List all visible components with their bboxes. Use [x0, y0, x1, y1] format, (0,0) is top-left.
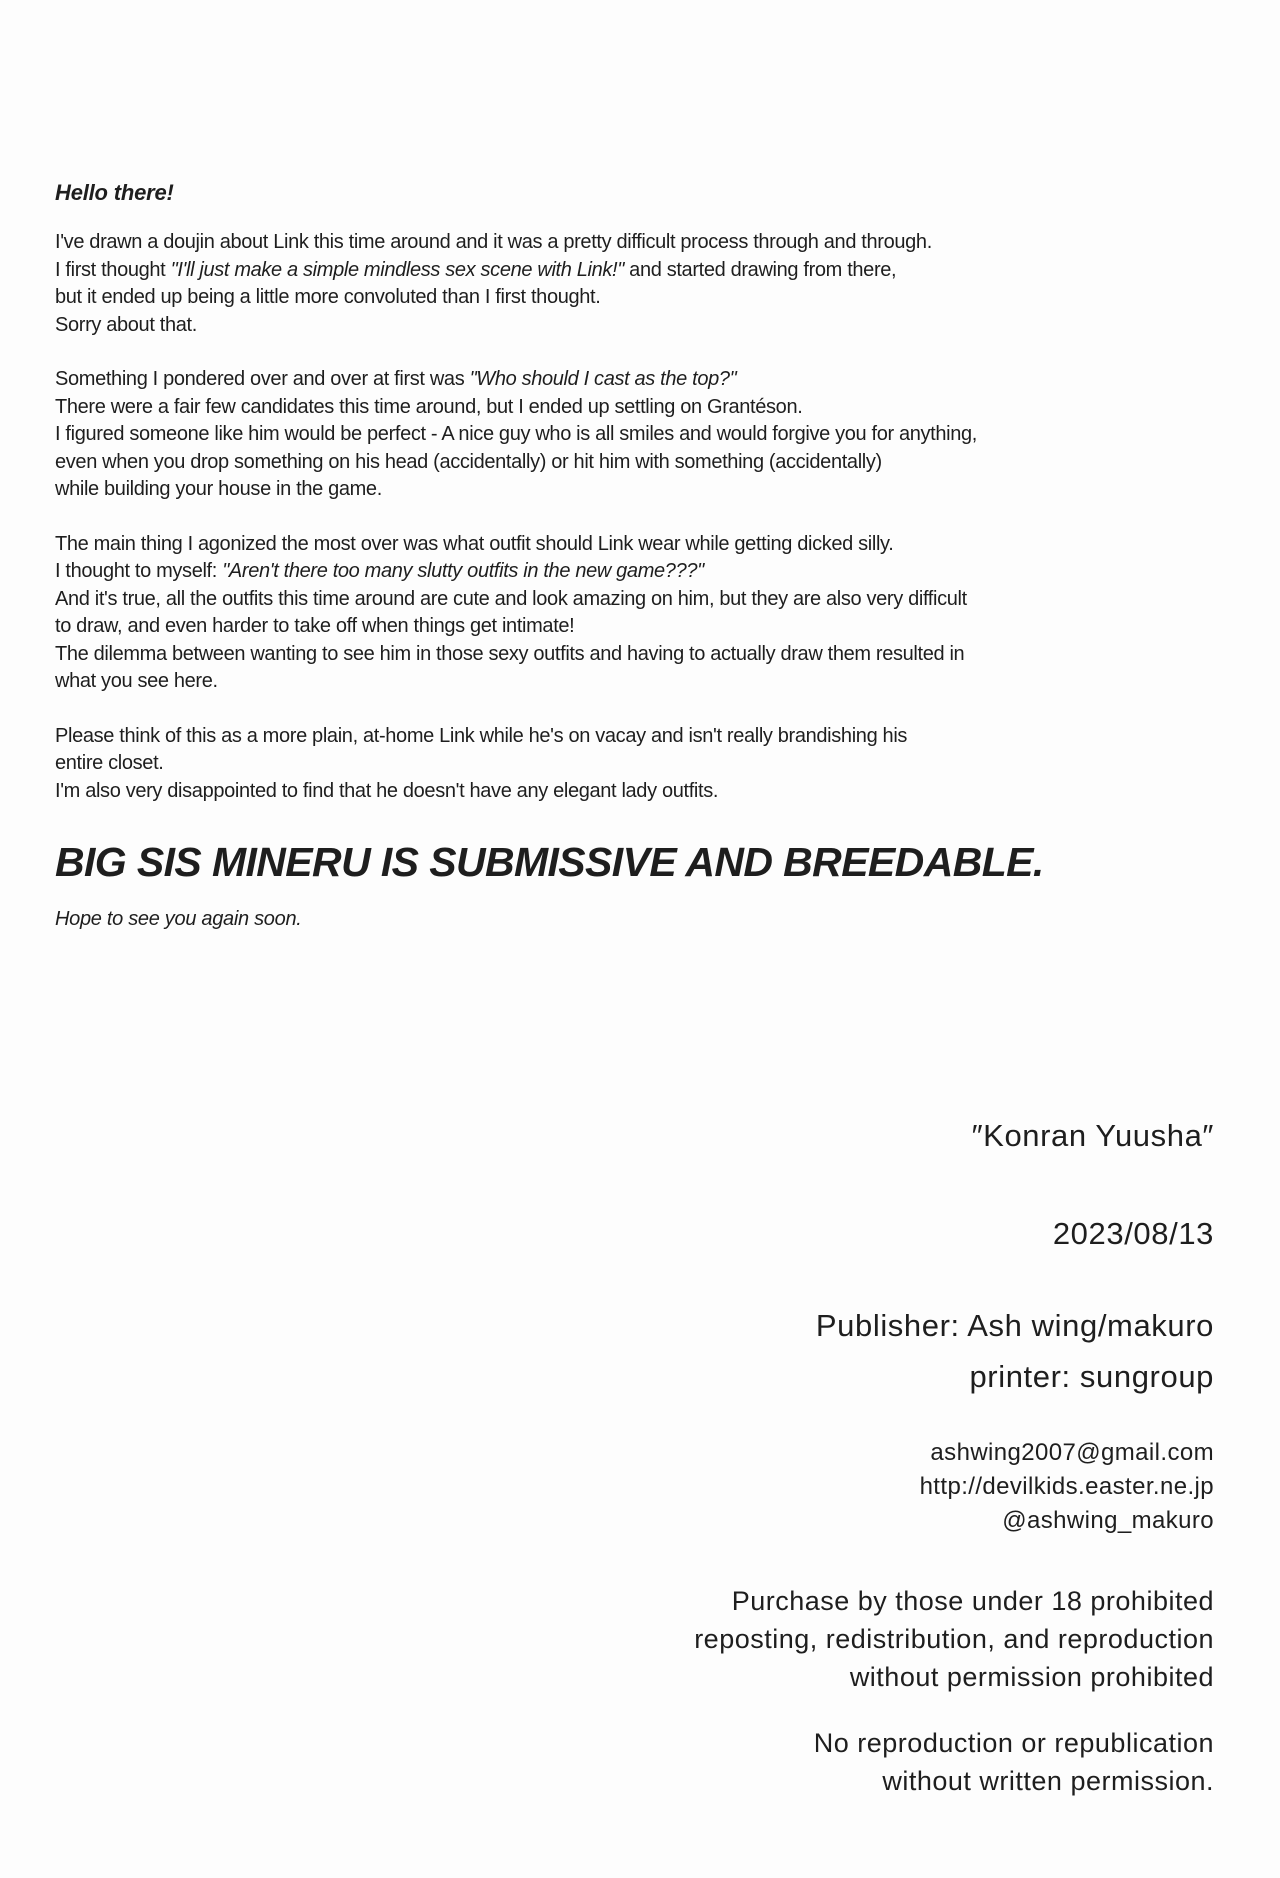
- publication-date: 2023/08/13: [1052, 1216, 1214, 1251]
- text-line: [55, 257, 1205, 285]
- text-run: There were a fair few candidates this time around, but I ended up settling on Grantéson.: [55, 395, 803, 418]
- quoted-italic-run: "Who should I cast as the top?": [469, 368, 737, 390]
- text-line: [55, 750, 1205, 778]
- closing-line: Hope to see you again soon.: [55, 908, 302, 930]
- text-run: Something I pondered over and over at first was: [55, 368, 470, 390]
- text-run: even when you drop something on his head (accidentally) or hit him with something (accidentally): [55, 450, 882, 473]
- text-line: [55, 641, 1205, 669]
- text-line: [55, 586, 1205, 614]
- text-run: I first thought: [55, 258, 171, 281]
- text-line: [55, 778, 1205, 806]
- purchase-notice: [694, 1582, 1214, 1696]
- artist-name: ″Konran Yuusha″: [971, 1118, 1214, 1153]
- text-run: I'm also very disappointed to find that he doesn't have any elegant lady outfits.: [55, 779, 719, 802]
- paragraph: [55, 366, 1205, 504]
- afterword-text-block: [55, 180, 1205, 931]
- text-line: [55, 558, 1205, 586]
- printer-line: printer: sungroup: [969, 1359, 1214, 1394]
- contact-line: ashwing2007@gmail.com: [930, 1439, 1214, 1466]
- text-run: what you see here.: [55, 670, 218, 692]
- text-run: I've drawn a doujin about Link this time around and it was a pretty difficult process through and through.: [55, 231, 932, 253]
- purchase-notice-line: reposting, redistribution, and reproduction: [694, 1624, 1214, 1654]
- text-run: Sorry about that.: [55, 313, 197, 336]
- purchase-notice-line: without permission prohibited: [849, 1662, 1214, 1692]
- paragraph: [55, 723, 1205, 806]
- reproduction-notice-line: without written permission.: [882, 1766, 1214, 1796]
- text-line: [55, 668, 1205, 696]
- text-line: [55, 366, 1205, 394]
- greeting-heading: Hello there!: [55, 180, 174, 205]
- text-run: and started drawing from there,: [623, 258, 897, 281]
- text-line: [55, 531, 1205, 559]
- text-line: [55, 613, 1205, 641]
- text-run: Please think of this as a more plain, at-home Link while he's on vacay and isn't really brandishing his: [55, 724, 908, 747]
- paragraph: [55, 531, 1205, 696]
- text-run: I thought to myself:: [55, 560, 223, 582]
- text-run: entire closet.: [55, 752, 164, 774]
- text-line: [55, 229, 1205, 257]
- text-line: [55, 394, 1205, 422]
- big-statement: BIG SIS MINERU IS SUBMISSIVE AND BREEDABLE.: [55, 839, 1044, 885]
- text-run: but it ended up being a little more convoluted than I first thought.: [55, 286, 601, 308]
- quoted-italic-run: "Aren't there too many slutty outfits in the new game???": [222, 560, 704, 582]
- text-line: [55, 312, 1205, 340]
- reproduction-notice: [814, 1724, 1214, 1800]
- text-run: I figured someone like him would be perfect - A nice guy who is all smiles and would forgive you for anything,: [55, 423, 978, 445]
- purchase-notice-line: Purchase by those under 18 prohibited: [731, 1586, 1214, 1616]
- text-run: The main thing I agonized the most over was what outfit should Link wear while getting dicked silly.: [55, 532, 894, 555]
- text-line: [55, 476, 1205, 504]
- contact-line: @ashwing_makuro: [1002, 1507, 1214, 1534]
- text-line: [55, 421, 1205, 449]
- publisher-printer-block: [816, 1300, 1214, 1402]
- reproduction-notice-line: No reproduction or republication: [813, 1728, 1214, 1758]
- text-run: while building your house in the game.: [55, 478, 382, 500]
- text-line: [55, 723, 1205, 751]
- afterword-paragraphs: [55, 229, 1205, 805]
- text-line: [55, 449, 1205, 477]
- paragraph: [55, 229, 1205, 339]
- text-run: And it's true, all the outfits this time around are cute and look amazing on him, but they are also very difficult: [55, 587, 967, 610]
- text-line: [55, 284, 1205, 312]
- text-run: to draw, and even harder to take off when things get intimate!: [55, 615, 575, 637]
- contact-line: http://devilkids.easter.ne.jp: [919, 1473, 1214, 1500]
- publisher-line: Publisher: Ash wing/makuro: [815, 1308, 1214, 1343]
- quoted-italic-run: "I'll just make a simple mindless sex scene with Link!": [170, 258, 624, 281]
- text-run: The dilemma between wanting to see him in those sexy outfits and having to actually draw them resulted in: [55, 642, 965, 665]
- contact-block: [920, 1436, 1214, 1538]
